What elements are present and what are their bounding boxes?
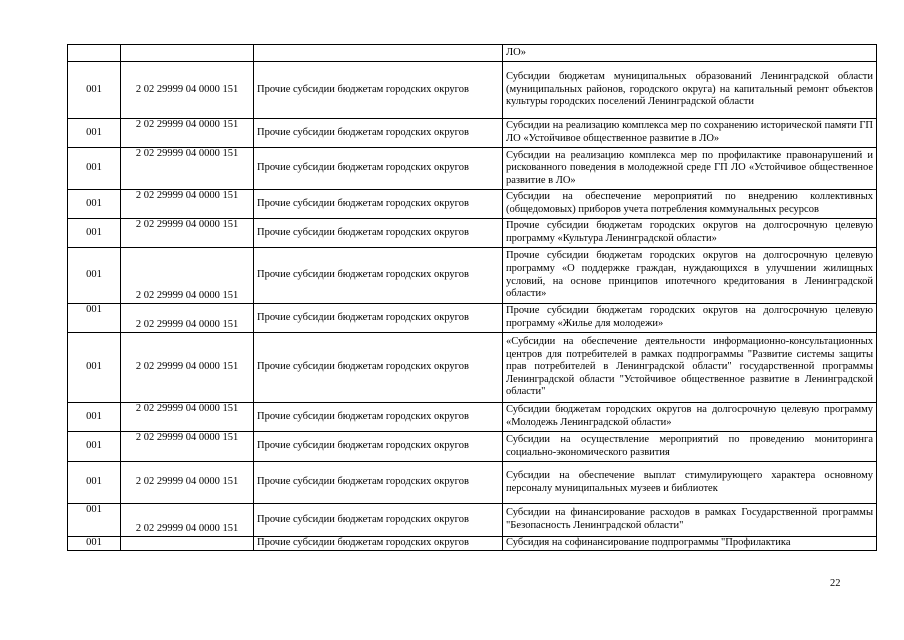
row-name-cell: Прочие субсидии бюджетам городских округов bbox=[254, 119, 503, 148]
row-purpose-cell: ЛО» bbox=[503, 45, 877, 62]
row-code-cell: 001 bbox=[68, 333, 121, 403]
row-kbk-cell: 2 02 29999 04 0000 151 bbox=[121, 219, 254, 248]
row-name-cell: Прочие субсидии бюджетам городских округов bbox=[254, 190, 503, 219]
row-kbk-cell: 2 02 29999 04 0000 151 bbox=[121, 432, 254, 462]
row-code-cell: 001 bbox=[68, 62, 121, 119]
row-purpose-cell: Субсидии на обеспечение выплат стимулирующего характера основному персоналу муниципальных музеев и библиотек bbox=[503, 462, 877, 504]
row-kbk-cell: 2 02 29999 04 0000 151 bbox=[121, 119, 254, 148]
page-number: 22 bbox=[830, 578, 841, 589]
row-kbk-cell: 2 02 29999 04 0000 151 bbox=[121, 148, 254, 190]
row-name-cell: Прочие субсидии бюджетам городских округов bbox=[254, 432, 503, 462]
row-purpose-cell: Субсидии на финансирование расходов в рамках Государственной программы "Безопасность Ленинградской области" bbox=[503, 504, 877, 537]
row-kbk-cell: 2 02 29999 04 0000 151 bbox=[121, 248, 254, 304]
table-row bbox=[68, 304, 877, 333]
row-code-cell: 001 bbox=[68, 537, 121, 551]
row-kbk-cell: 2 02 29999 04 0000 151 bbox=[121, 504, 254, 537]
row-name-cell: Прочие субсидии бюджетам городских округов bbox=[254, 304, 503, 333]
row-purpose-cell: Прочие субсидии бюджетам городских округов на долгосрочную целевую программу «Культура Ленинградской области» bbox=[503, 219, 877, 248]
row-code-cell: 001 bbox=[68, 248, 121, 304]
row-kbk-cell: 2 02 29999 04 0000 151 bbox=[121, 333, 254, 403]
row-name-cell: Прочие субсидии бюджетам городских округов bbox=[254, 403, 503, 432]
table-row bbox=[68, 148, 877, 190]
row-name-cell: Прочие субсидии бюджетам городских округов bbox=[254, 333, 503, 403]
row-name-cell: Прочие субсидии бюджетам городских округов bbox=[254, 504, 503, 537]
row-purpose-cell: Субсидии на реализацию комплекса мер по сохранению исторической памяти ГП ЛО «Устойчивое общественное развитие в ЛО» bbox=[503, 119, 877, 148]
row-code-cell bbox=[68, 45, 121, 62]
row-code-cell: 001 bbox=[68, 462, 121, 504]
row-code-cell: 001 bbox=[68, 190, 121, 219]
row-kbk-cell: 2 02 29999 04 0000 151 bbox=[121, 62, 254, 119]
table-row bbox=[68, 248, 877, 304]
row-code-cell: 001 bbox=[68, 304, 121, 333]
row-code-cell: 001 bbox=[68, 148, 121, 190]
row-purpose-cell: «Субсидии на обеспечение деятельности информационно-консультационных центров для потребителей в рамках подпрограммы "Развитие системы защиты прав потребителей в Ленинградской области" государственной программы Ленинградской области "Устойчивое общественное развитие в Ленинградской области" bbox=[503, 333, 877, 403]
row-purpose-cell: Субсидии бюджетам муниципальных образований Ленинградской области (муниципальных районов, городского округа) на капитальный ремонт объектов культуры городских поселений Ленинградской области bbox=[503, 62, 877, 119]
row-purpose-cell: Субсидии на обеспечение мероприятий по внедрению коллективных (общедомовых) приборов учета потребления коммунальных ресурсов bbox=[503, 190, 877, 219]
table-row bbox=[68, 333, 877, 403]
budget-income-table bbox=[67, 44, 877, 551]
row-name-cell: Прочие субсидии бюджетам городских округов bbox=[254, 248, 503, 304]
row-name-cell: Прочие субсидии бюджетам городских округов bbox=[254, 62, 503, 119]
row-purpose-cell: Субсидии на осуществление мероприятий по проведению мониторинга социально-экономического развития bbox=[503, 432, 877, 462]
row-purpose-cell: Прочие субсидии бюджетам городских округов на долгосрочную целевую программу «Жилье для молодежи» bbox=[503, 304, 877, 333]
row-code-cell: 001 bbox=[68, 432, 121, 462]
row-purpose-cell: Субсидия на софинансирование подпрограммы "Профилактика bbox=[503, 537, 877, 551]
row-name-cell: Прочие субсидии бюджетам городских округов bbox=[254, 462, 503, 504]
row-kbk-cell: 2 02 29999 04 0000 151 bbox=[121, 403, 254, 432]
table-body bbox=[68, 45, 877, 551]
row-code-cell: 001 bbox=[68, 119, 121, 148]
row-name-cell: Прочие субсидии бюджетам городских округов bbox=[254, 537, 503, 551]
table-row bbox=[68, 403, 877, 432]
table-row bbox=[68, 219, 877, 248]
row-name-cell: Прочие субсидии бюджетам городских округов bbox=[254, 219, 503, 248]
table-row bbox=[68, 62, 877, 119]
row-kbk-cell: 2 02 29999 04 0000 151 bbox=[121, 190, 254, 219]
row-code-cell: 001 bbox=[68, 219, 121, 248]
row-code-cell: 001 bbox=[68, 504, 121, 537]
row-kbk-cell bbox=[121, 537, 254, 551]
row-purpose-cell: Субсидии бюджетам городских округов на долгосрочную целевую программу «Молодежь Ленинградской области» bbox=[503, 403, 877, 432]
row-name-cell: Прочие субсидии бюджетам городских округов bbox=[254, 148, 503, 190]
row-code-cell: 001 bbox=[68, 403, 121, 432]
table-row bbox=[68, 45, 877, 62]
row-kbk-cell: 2 02 29999 04 0000 151 bbox=[121, 462, 254, 504]
row-kbk-cell: 2 02 29999 04 0000 151 bbox=[121, 304, 254, 333]
row-purpose-cell: Субсидии на реализацию комплекса мер по профилактике правонарушений и рискованного поведения в молодежной среде ГП ЛО «Устойчивое общественное развитие в ЛО» bbox=[503, 148, 877, 190]
row-kbk-cell bbox=[121, 45, 254, 62]
table-row bbox=[68, 462, 877, 504]
table-row bbox=[68, 432, 877, 462]
row-name-cell bbox=[254, 45, 503, 62]
table-row bbox=[68, 537, 877, 551]
row-purpose-cell: Прочие субсидии бюджетам городских округов на долгосрочную целевую программу «О поддержке граждан, нуждающихся в улучшении жилищных условий, на основе принципов ипотечного кредитования в Ленинградской области» bbox=[503, 248, 877, 304]
table-row bbox=[68, 119, 877, 148]
table-row bbox=[68, 504, 877, 537]
table-row bbox=[68, 190, 877, 219]
